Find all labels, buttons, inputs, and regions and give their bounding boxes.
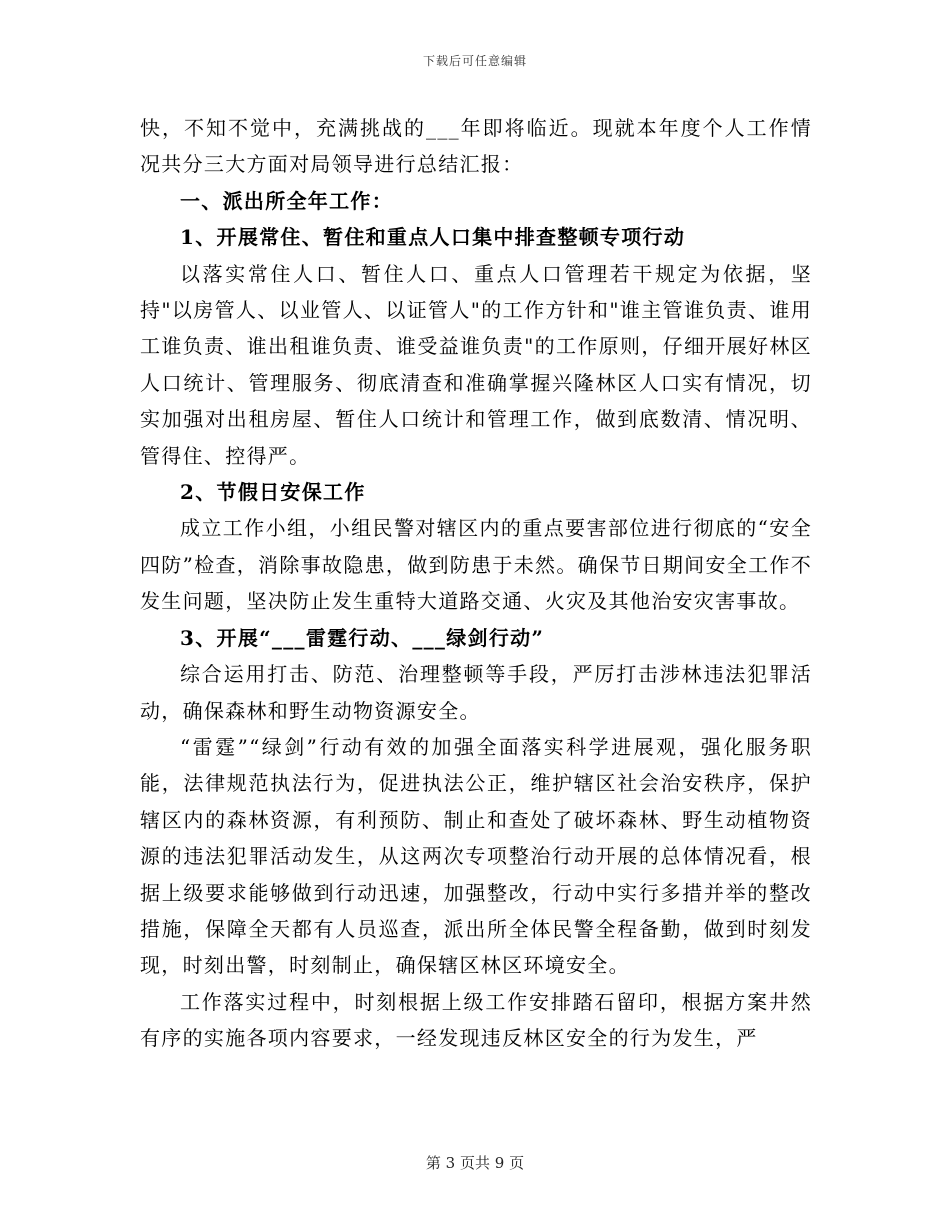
body-paragraph: 快，不知不觉中，充满挑战的___年即将临近。现就本年度个人工作情况共分三大方面对局领导进行总结汇报： [140, 116, 812, 177]
body-paragraph: 工作落实过程中，时刻根据上级工作安排踏石留印，根据方案井然有序的实施各项内容要求，一经发现违反林区安全的行为发生，严 [140, 989, 812, 1051]
page-header: 下载后可任意编辑 [422, 54, 527, 68]
page-number: 第 3 页共 9 页 [425, 1154, 525, 1172]
body-paragraph: 成立工作小组，小组民警对辖区内的重点要害部位进行彻底的“安全四防”检查，消除事故隐患，做到防患于未然。确保节日期间安全工作不发生问题，坚决防止发生重特大道路交通、火灾及其他治安灾害事故。 [140, 516, 812, 614]
subsection-heading: 2、节假日安保工作 [180, 480, 366, 505]
subsection-heading: 3、开展“___雷霆行动、___绿剑行动” [180, 625, 545, 650]
body-paragraph: 以落实常住人口、暂住人口、重点人口管理若干规定为依据，坚持"以房管人、以业管人、以证管人"的工作方针和"谁主管谁负责、谁用工谁负责、谁出租谁负责、谁受益谁负责"的工作原则，仔细开展好林区人口统计、管理服务、彻底清查和准确掌握兴隆林区人口实有情况，切实加强对出租房屋、暂住人口统计和管理工作，做到底数清、情况明、管得住、控得严。 [140, 261, 812, 468]
section-heading: 一、派出所全年工作： [180, 188, 393, 213]
body-paragraph: 综合运用打击、防范、治理整顿等手段，严厉打击涉林违法犯罪活动，确保森林和野生动物资源安全。 [140, 662, 812, 723]
document-body [140, 110, 812, 1057]
subsection-heading: 1、开展常住、暂住和重点人口集中排查整顿专项行动 [180, 225, 686, 250]
body-paragraph: “雷霆”“绿剑”行动有效的加强全面落实科学进展观，强化服务职能，法律规范执法行为，促进执法公正，维护辖区社会治安秩序，保护辖区内的森林资源，有利预防、制止和查处了破坏森林、野生动植物资源的违法犯罪活动发生，从这两次专项整治行动开展的总体情况看，根据上级要求能够做到行动迅速，加强整改，行动中实行多措并举的整改措施，保障全天都有人员巡查，派出所全体民警全程备勤，做到时刻发现，时刻出警，时刻制止，确保辖区林区环境安全。 [140, 734, 812, 978]
